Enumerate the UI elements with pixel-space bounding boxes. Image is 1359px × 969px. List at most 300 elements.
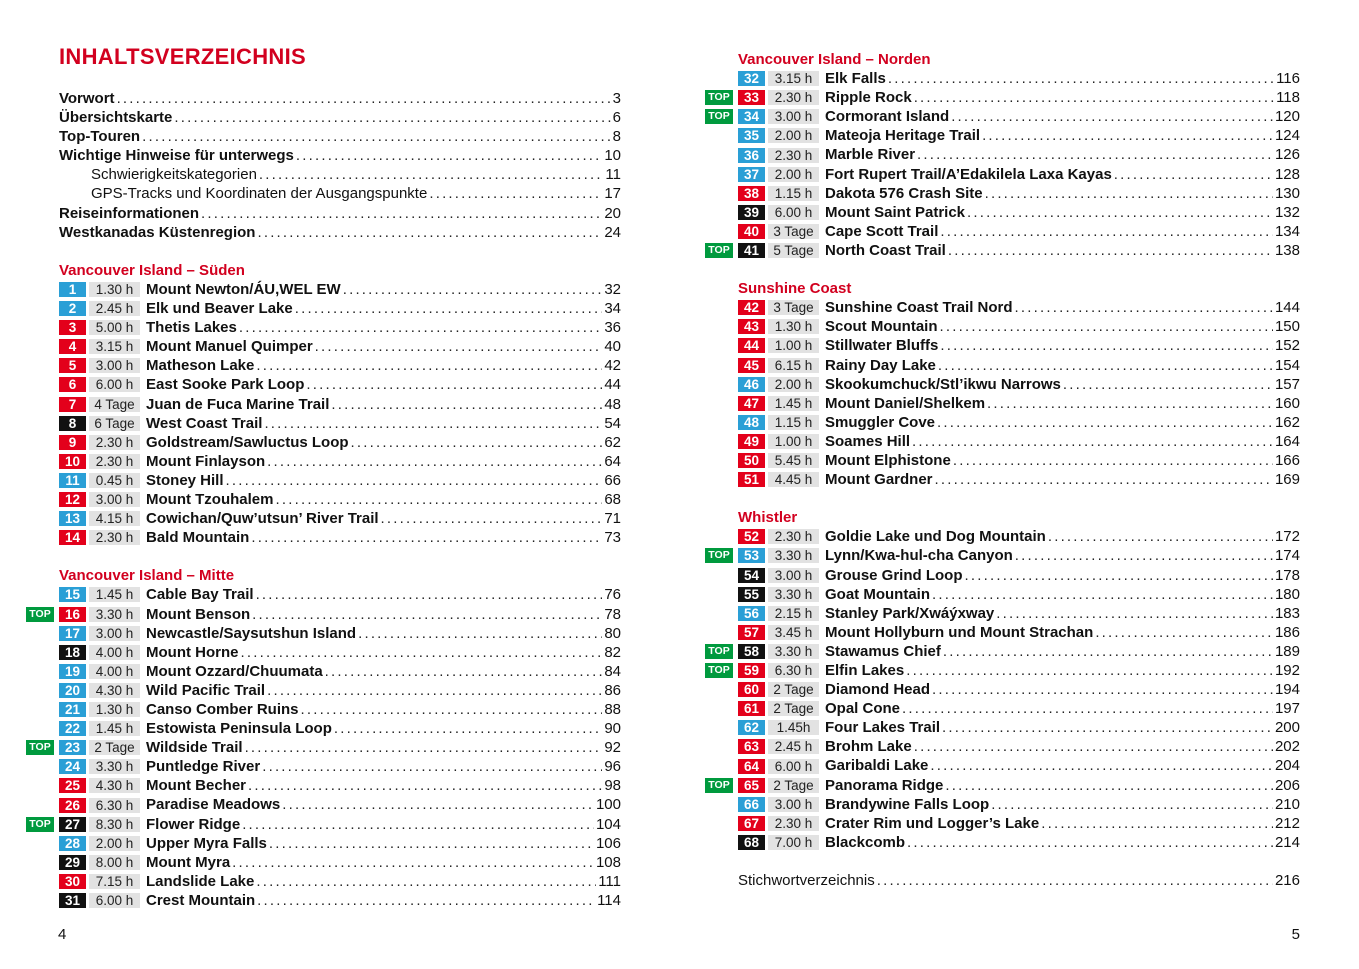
tour-duration: 2.30 h: [89, 435, 140, 450]
tour-number-badge: 13: [59, 511, 86, 526]
tour-entry[interactable]: [59, 853, 621, 872]
tour-name: Estowista Peninsula Loop: [146, 720, 332, 738]
tour-entry[interactable]: [738, 756, 1300, 775]
tour-page: 42: [604, 357, 621, 375]
tour-entry[interactable]: [738, 718, 1300, 737]
tour-number-badge: 2: [59, 301, 86, 316]
tour-page: 150: [1274, 318, 1300, 336]
top-tour-badge: TOP: [705, 663, 733, 678]
tour-page: 90: [604, 720, 621, 738]
leader-dots: [306, 375, 602, 394]
tour-entry[interactable]: [738, 145, 1300, 164]
tour-entry[interactable]: [738, 203, 1300, 222]
tour-name: Brohm Lake: [825, 738, 912, 756]
tour-number-badge: 9: [59, 435, 86, 450]
tour-duration: 6.15 h: [768, 358, 819, 373]
tour-name: Mount Saint Patrick: [825, 203, 966, 221]
tour-entry[interactable]: [738, 126, 1300, 145]
tour-entry[interactable]: [738, 699, 1300, 718]
tour-page: 71: [604, 510, 621, 528]
tour-page: 126: [1274, 146, 1300, 164]
tour-number-badge: 20: [59, 683, 86, 698]
tour-duration: 3.00 h: [89, 626, 140, 641]
leader-dots: [381, 509, 603, 528]
tour-name: Stoney Hill: [146, 471, 224, 489]
tour-page: 34: [604, 300, 621, 318]
tour-name: Blackcomb: [825, 833, 906, 851]
tour-number-badge: 19: [59, 664, 86, 679]
tour-entry[interactable]: [59, 757, 621, 776]
tour-entry[interactable]: [738, 585, 1300, 604]
section-spacer: [59, 547, 621, 566]
tour-duration: 2.30 h: [89, 454, 140, 469]
tour-entry[interactable]: [738, 795, 1300, 814]
tour-entry[interactable]: [59, 471, 621, 490]
tour-number-badge: 63: [738, 739, 765, 754]
tour-entry[interactable]: [738, 470, 1300, 489]
tour-duration: 0.45 h: [89, 473, 140, 488]
leader-dots: [245, 738, 603, 757]
tour-entry[interactable]: [59, 414, 621, 433]
tour-entry[interactable]: [738, 394, 1300, 413]
tour-number-badge: 1: [59, 282, 86, 297]
tour-entry[interactable]: [738, 737, 1300, 756]
tour-page: 32: [604, 280, 621, 298]
tour-name: Mount Hollyburn und Mount Strachan: [825, 623, 1094, 641]
section-heading: Whistler: [738, 509, 798, 527]
toc-entry[interactable]: [59, 184, 621, 203]
tour-number-badge: 50: [738, 453, 765, 468]
tour-page: 54: [604, 414, 621, 432]
tour-number-badge: 68: [738, 835, 765, 850]
tour-name: Mount Ozzard/Chuumata: [146, 662, 323, 680]
tour-page: 130: [1274, 184, 1300, 202]
tour-entry[interactable]: [29, 605, 621, 624]
tour-name: Soames Hill: [825, 432, 911, 450]
tour-name: Newcastle/Saysutshun Island: [146, 624, 357, 642]
tour-duration: 2.00 h: [768, 128, 819, 143]
tour-name: Mateoja Heritage Trail: [825, 127, 981, 145]
tour-entry[interactable]: [59, 776, 621, 795]
tour-entry[interactable]: [738, 298, 1300, 317]
tour-entry[interactable]: [738, 527, 1300, 546]
section-spacer: [738, 852, 1300, 871]
tour-entry[interactable]: [738, 356, 1300, 375]
tour-entry[interactable]: [738, 833, 1300, 852]
tour-name: Wild Pacific Trail: [146, 681, 266, 699]
tour-page: 169: [1274, 471, 1300, 489]
leader-dots: [351, 433, 603, 452]
tour-name: Mount Benson: [146, 605, 251, 623]
tour-page: 104: [595, 815, 621, 833]
tour-page: 73: [604, 529, 621, 547]
tour-name: Stawamus Chief: [825, 642, 941, 660]
tour-duration: 6.00 h: [768, 759, 819, 774]
tour-number-badge: 43: [738, 319, 765, 334]
tour-duration: 2 Tage: [768, 778, 819, 793]
tour-name: Elk und Beaver Lake: [146, 300, 293, 318]
tour-number-badge: 51: [738, 472, 765, 487]
tour-name: Elfin Lakes: [825, 662, 905, 679]
tour-entry[interactable]: [59, 795, 621, 814]
leader-dots: [935, 470, 1273, 489]
section-heading: Sunshine Coast: [738, 280, 852, 298]
tour-page: 189: [1274, 642, 1300, 660]
tour-duration: 2.30 h: [768, 816, 819, 831]
tour-number-badge: 56: [738, 606, 765, 621]
tour-entry[interactable]: [59, 585, 621, 604]
tour-entry[interactable]: [59, 509, 621, 528]
tour-page: 108: [595, 853, 621, 871]
tour-entry[interactable]: [59, 872, 621, 891]
tour-entry[interactable]: [59, 395, 621, 414]
tour-page: 197: [1274, 700, 1300, 718]
tour-page: 154: [1274, 356, 1300, 374]
tour-name: Cowichan/Quw’utsun’ River Trail: [146, 510, 379, 528]
tour-duration: 2.00 h: [89, 836, 140, 851]
leader-dots: [996, 604, 1273, 623]
tour-page: 200: [1274, 719, 1300, 737]
tour-name: Flower Ridge: [146, 815, 241, 833]
leader-dots: [256, 872, 596, 891]
leader-dots: [888, 69, 1274, 88]
tour-duration: 7.00 h: [768, 835, 819, 850]
leader-dots: [942, 718, 1273, 737]
tour-entry[interactable]: [738, 165, 1300, 184]
leader-dots: [226, 471, 603, 490]
tour-entry[interactable]: [738, 451, 1300, 470]
tour-number-badge: 21: [59, 702, 86, 717]
tour-page: 48: [604, 395, 621, 413]
tour-name: Paradise Meadows: [146, 796, 281, 814]
tour-entry[interactable]: [738, 604, 1300, 623]
tour-duration: 2.00 h: [768, 377, 819, 392]
tour-duration: 4.30 h: [89, 778, 140, 793]
tour-entry[interactable]: [59, 299, 621, 318]
leader-dots: [257, 223, 602, 242]
tour-number-badge: 67: [738, 816, 765, 831]
tour-number-badge: 60: [738, 682, 765, 697]
tour-page: 114: [597, 891, 621, 909]
tour-number-badge: 54: [738, 568, 765, 583]
tour-name: Canso Comber Ruins: [146, 701, 299, 718]
tour-entry[interactable]: [708, 776, 1300, 795]
tour-page: 204: [1274, 757, 1300, 775]
tour-duration: 2.30 h: [89, 530, 140, 545]
tour-entry[interactable]: [738, 566, 1300, 585]
tour-number-badge: 27: [59, 817, 86, 832]
tour-number-badge: 62: [738, 720, 765, 735]
tour-duration: 3.30 h: [768, 587, 819, 602]
tour-entry[interactable]: [708, 661, 1300, 680]
tour-duration: 1.00 h: [768, 338, 819, 353]
toc-entry[interactable]: [59, 89, 621, 108]
tour-duration: 2.30 h: [768, 90, 819, 105]
tour-page: 111: [598, 872, 621, 890]
leader-dots: [982, 126, 1273, 145]
tour-page: 128: [1274, 165, 1300, 183]
tour-page: 152: [1274, 337, 1300, 355]
toc-entry[interactable]: [59, 204, 621, 223]
tour-entry[interactable]: [29, 815, 621, 834]
leader-dots: [429, 184, 602, 203]
tour-entry[interactable]: [738, 336, 1300, 355]
toc-entry-page: 20: [604, 204, 621, 222]
tour-entry[interactable]: [59, 891, 621, 910]
tour-name: Lynn/Kwa-hul-cha Canyon: [825, 547, 1013, 565]
right-page: [680, 0, 1359, 969]
left-column: [29, 89, 621, 910]
tour-duration: 2.00 h: [768, 167, 819, 182]
leader-dots: [174, 108, 610, 127]
tour-duration: 2.30 h: [768, 529, 819, 544]
tour-duration: 3.00 h: [768, 797, 819, 812]
tour-page: 106: [595, 834, 621, 852]
tour-page: 144: [1274, 299, 1300, 317]
tour-number-badge: 41: [738, 243, 765, 258]
tour-duration: 3.00 h: [768, 568, 819, 583]
tour-entry[interactable]: [59, 643, 621, 662]
tour-duration: 1.45 h: [768, 396, 819, 411]
tour-entry[interactable]: [738, 623, 1300, 642]
tour-number-badge: 11: [59, 473, 86, 488]
tour-entry[interactable]: [738, 375, 1300, 394]
leader-dots: [358, 624, 602, 643]
tour-duration: 3.00 h: [89, 358, 140, 373]
toc-entry-label: Top-Touren: [59, 128, 141, 146]
tour-page: 212: [1274, 814, 1300, 832]
tour-duration: 1.30 h: [89, 702, 140, 717]
tour-page: 40: [604, 338, 621, 356]
toc-entry[interactable]: [59, 127, 621, 146]
tour-name: Thetis Lakes: [146, 319, 237, 337]
tour-entry[interactable]: [708, 642, 1300, 661]
leader-dots: [1095, 623, 1273, 642]
tour-page: 68: [604, 490, 621, 508]
tour-page: 174: [1274, 547, 1300, 565]
tour-entry[interactable]: [59, 375, 621, 394]
toc-entry-label: Reiseinformationen: [59, 204, 200, 222]
leader-dots: [945, 776, 1273, 795]
tour-number-badge: 14: [59, 530, 86, 545]
tour-page: 160: [1274, 394, 1300, 412]
leader-dots: [902, 699, 1273, 718]
tour-name: Opal Cone: [825, 700, 901, 718]
leader-dots: [951, 107, 1273, 126]
tour-number-badge: 32: [738, 71, 765, 86]
tour-duration: 3 Tage: [768, 300, 819, 315]
tour-entry[interactable]: [738, 184, 1300, 203]
leader-dots: [117, 89, 611, 108]
toc-entry[interactable]: [59, 146, 621, 165]
leader-dots: [912, 432, 1273, 451]
tour-name: Ripple Rock: [825, 89, 912, 107]
toc-entry[interactable]: [59, 223, 621, 242]
tour-name: Grouse Grind Loop: [825, 566, 963, 584]
tour-duration: 5 Tage: [768, 243, 819, 258]
tour-entry[interactable]: [59, 337, 621, 356]
tour-entry[interactable]: [59, 356, 621, 375]
tour-name: Scout Mountain: [825, 318, 938, 336]
toc-entry-page: 24: [604, 223, 621, 241]
tour-number-badge: 15: [59, 587, 86, 602]
tour-entry[interactable]: [59, 318, 621, 337]
leader-dots: [334, 719, 602, 738]
leader-dots: [201, 204, 602, 223]
tour-name: Diamond Head: [825, 681, 931, 699]
tour-page: 132: [1274, 203, 1300, 221]
tour-page: 210: [1274, 795, 1300, 813]
tour-page: 214: [1274, 833, 1300, 851]
tour-page: 88: [604, 701, 621, 718]
tour-entry[interactable]: [59, 452, 621, 471]
section-heading: Vancouver Island – Süden: [59, 261, 245, 279]
tour-duration: 1.45 h: [89, 721, 140, 736]
tour-page: 44: [604, 376, 621, 394]
tour-duration: 6.00 h: [89, 377, 140, 392]
tour-number-badge: 40: [738, 224, 765, 239]
tour-name: Matheson Lake: [146, 357, 255, 375]
tour-entry[interactable]: [738, 432, 1300, 451]
toc-entry-label: Übersichtskarte: [59, 109, 173, 127]
tour-number-badge: 22: [59, 721, 86, 736]
tour-duration: 3.30 h: [768, 644, 819, 659]
tour-name: Dakota 576 Crash Site: [825, 184, 983, 202]
top-tour-badge: TOP: [705, 644, 733, 659]
tour-number-badge: 37: [738, 167, 765, 182]
toc-entry-label: Wichtige Hinweise für unterwegs: [59, 147, 294, 165]
tour-entry[interactable]: [708, 107, 1300, 126]
leader-dots: [938, 356, 1273, 375]
leader-dots: [257, 891, 595, 910]
top-tour-badge: TOP: [26, 607, 54, 622]
leader-dots: [256, 585, 603, 604]
leader-dots: [991, 795, 1273, 814]
tour-entry[interactable]: [59, 681, 621, 700]
top-tour-badge: TOP: [26, 817, 54, 832]
tour-entry[interactable]: [738, 814, 1300, 833]
tour-entry[interactable]: [59, 834, 621, 853]
tour-number-badge: 5: [59, 358, 86, 373]
leader-dots: [251, 528, 602, 547]
tour-duration: 4.00 h: [89, 664, 140, 679]
tour-duration: 1.00 h: [768, 434, 819, 449]
tour-duration: 1.15 h: [768, 186, 819, 201]
tour-duration: 4.45 h: [768, 472, 819, 487]
tour-duration: 2 Tage: [89, 740, 140, 755]
tour-entry[interactable]: [738, 317, 1300, 336]
leader-dots: [948, 241, 1273, 260]
tour-entry[interactable]: [59, 490, 621, 509]
tour-entry[interactable]: [59, 528, 621, 547]
toc-entry-label: Schwierigkeitskategorien: [91, 166, 257, 184]
leader-dots: [248, 776, 602, 795]
leader-dots: [1015, 546, 1273, 565]
leader-dots: [269, 834, 594, 853]
tour-page: 202: [1274, 738, 1300, 756]
tour-name: Mount Manuel Quimper: [146, 338, 313, 356]
tour-entry[interactable]: [738, 413, 1300, 432]
tour-duration: 8.00 h: [89, 855, 140, 870]
tour-entry[interactable]: [59, 433, 621, 452]
right-column: [708, 50, 1300, 890]
tour-duration: 6.00 h: [768, 205, 819, 220]
tour-page: 206: [1274, 776, 1300, 794]
leader-dots: [1015, 298, 1273, 317]
tour-duration: 2.30 h: [768, 148, 819, 163]
tour-entry[interactable]: [29, 738, 621, 757]
tour-name: Four Lakes Trail: [825, 719, 941, 737]
tour-name: Mount Becher: [146, 777, 247, 795]
leader-dots: [325, 662, 603, 681]
tour-name: Stanley Park/Xwáýxway: [825, 604, 995, 622]
tour-entry[interactable]: [708, 546, 1300, 565]
tour-duration: 3.00 h: [768, 109, 819, 124]
tour-page: 192: [1274, 662, 1300, 679]
tour-number-badge: 17: [59, 626, 86, 641]
tour-entry[interactable]: [708, 241, 1300, 260]
tour-number-badge: 57: [738, 625, 765, 640]
leader-dots: [239, 318, 602, 337]
tour-name: Mount Newton/ÁU,WEL EW: [146, 280, 341, 298]
tour-entry[interactable]: [738, 680, 1300, 699]
tour-number-badge: 28: [59, 836, 86, 851]
tour-duration: 6.30 h: [768, 663, 819, 678]
tour-number-badge: 8: [59, 416, 86, 431]
toc-entry-label: Vorwort: [59, 90, 115, 107]
tour-name: Landslide Lake: [146, 872, 255, 890]
tour-number-badge: 46: [738, 377, 765, 392]
top-tour-badge: TOP: [705, 243, 733, 258]
toc-entry-label: Westkanadas Küstenregion: [59, 223, 256, 241]
tour-entry[interactable]: [59, 624, 621, 643]
top-tour-badge: TOP: [705, 778, 733, 793]
tour-number-badge: 42: [738, 300, 765, 315]
toc-entry[interactable]: [738, 871, 1300, 890]
top-tour-badge: TOP: [705, 90, 733, 105]
toc-entry[interactable]: [59, 165, 621, 184]
toc-entry-page: 8: [612, 128, 621, 146]
toc-entry[interactable]: [59, 108, 621, 127]
tour-entry[interactable]: [738, 69, 1300, 88]
tour-entry[interactable]: [59, 700, 621, 719]
tour-number-badge: 39: [738, 205, 765, 220]
tour-name: Goat Mountain: [825, 585, 930, 603]
tour-page: 86: [604, 681, 621, 699]
tour-duration: 5.45 h: [768, 453, 819, 468]
tour-entry[interactable]: [738, 222, 1300, 241]
tour-name: Panorama Ridge: [825, 776, 944, 794]
tour-duration: 1.15 h: [768, 415, 819, 430]
tour-page: 166: [1274, 451, 1300, 469]
tour-duration: 8.30 h: [89, 817, 140, 832]
tour-page: 92: [604, 739, 621, 757]
tour-entry[interactable]: [59, 662, 621, 681]
tour-duration: 1.45h: [768, 720, 819, 735]
tour-page: 62: [604, 433, 621, 451]
tour-entry[interactable]: [59, 280, 621, 299]
tour-name: Wildside Trail: [146, 739, 243, 757]
tour-duration: 2.15 h: [768, 606, 819, 621]
leader-dots: [264, 414, 602, 433]
leader-dots: [985, 184, 1273, 203]
tour-entry[interactable]: [59, 719, 621, 738]
tour-duration: 3.30 h: [768, 548, 819, 563]
tour-number-badge: 4: [59, 339, 86, 354]
tour-entry[interactable]: [708, 88, 1300, 107]
tour-duration: 1.45 h: [89, 587, 140, 602]
tour-page: 120: [1274, 108, 1300, 126]
